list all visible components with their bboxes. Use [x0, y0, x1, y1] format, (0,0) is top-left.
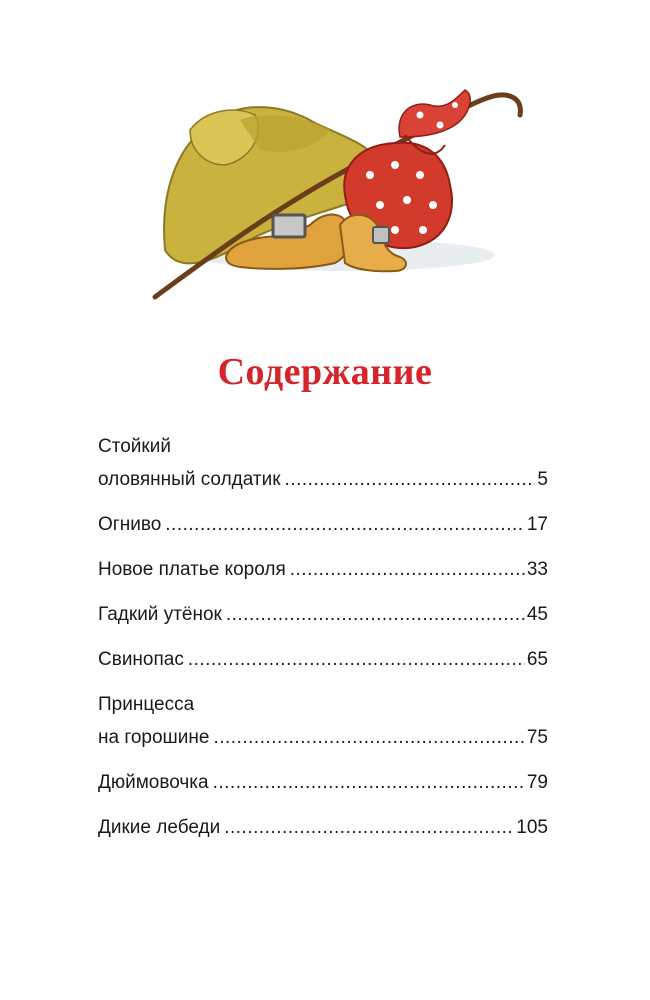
- buckle-icon: [273, 215, 305, 237]
- toc-entry-line: [98, 811, 548, 844]
- toc-entry[interactable]: [98, 688, 548, 754]
- toc-entry-line: [98, 766, 548, 799]
- hat-boot-bundle-illustration: [145, 75, 530, 305]
- toc-entry-line: [98, 688, 548, 721]
- toc-entry-title: оловянный солдатик: [98, 469, 281, 490]
- page-title: Содержание: [217, 351, 433, 393]
- toc-dot-leader: [285, 463, 536, 496]
- toc-entry-line: [98, 643, 548, 676]
- toc-dot-leader: [213, 721, 524, 754]
- toc-page-number: 65: [526, 649, 548, 670]
- toc-page-number: 45: [526, 604, 548, 625]
- toc-entry-line: [98, 430, 548, 463]
- toc-dot-leader: [226, 598, 525, 631]
- toc-entry-line: [98, 508, 548, 541]
- toc-entry[interactable]: [98, 766, 548, 799]
- toc-entry[interactable]: [98, 553, 548, 586]
- toc-dot-leader: [213, 766, 525, 799]
- toc-page-number: 5: [537, 469, 548, 490]
- toc-entry-title: Свинопас: [98, 649, 184, 670]
- toc-entry-title: Огниво: [98, 514, 162, 535]
- toc-entry-title: Принцесса: [98, 694, 195, 715]
- toc-dot-leader: [165, 508, 525, 541]
- toc-entry-line: [98, 463, 548, 496]
- toc-entry[interactable]: [98, 598, 548, 631]
- table-of-contents: [98, 430, 548, 844]
- toc-dot-leader: [224, 811, 514, 844]
- toc-entry-title: Дюймовочка: [98, 772, 209, 793]
- toc-entry[interactable]: [98, 811, 548, 844]
- toc-entry-line: [98, 598, 548, 631]
- toc-page-number: 79: [526, 772, 548, 793]
- toc-page-number: 105: [516, 817, 548, 838]
- toc-entry-title: Новое платье короля: [98, 559, 286, 580]
- toc-entry[interactable]: [98, 643, 548, 676]
- toc-entry[interactable]: [98, 508, 548, 541]
- toc-page-number: 75: [526, 727, 548, 748]
- toc-page-number: 17: [526, 514, 548, 535]
- toc-entry-title: Стойкий: [98, 436, 171, 457]
- toc-dot-leader: [290, 553, 525, 586]
- toc-page-number: 33: [526, 559, 548, 580]
- toc-dot-leader: [188, 643, 525, 676]
- toc-entry-title: Дикие лебеди: [98, 817, 221, 838]
- toc-entry-line: [98, 721, 548, 754]
- toc-entry-title: Гадкий утёнок: [98, 604, 222, 625]
- toc-entry[interactable]: [98, 430, 548, 496]
- toc-entry-title: на горошине: [98, 727, 210, 748]
- toc-entry-line: [98, 553, 548, 586]
